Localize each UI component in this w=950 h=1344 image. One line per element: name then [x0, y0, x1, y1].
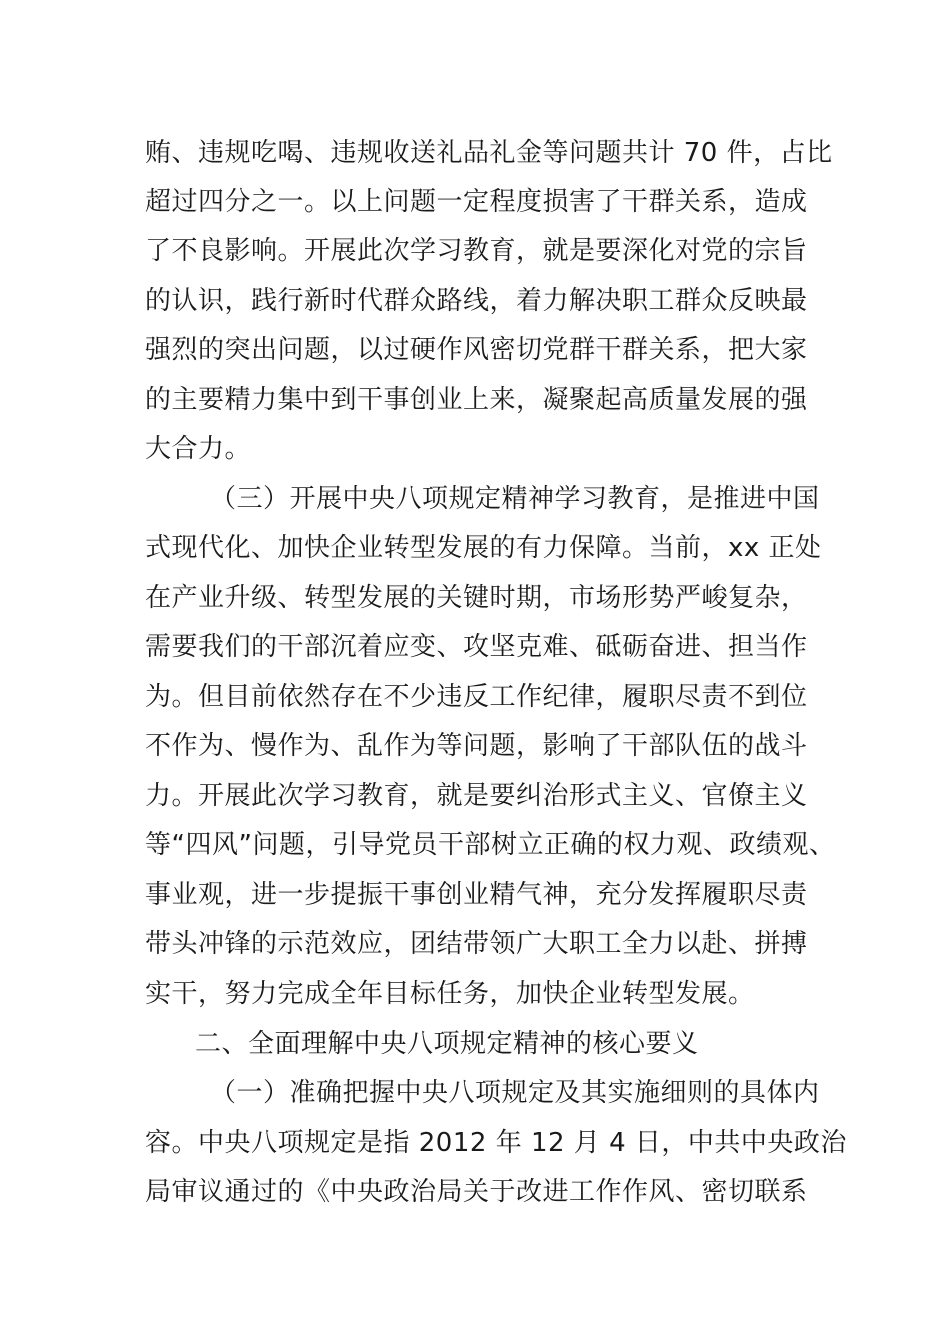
text-line: 力。开展此次学习教育，就是要纠治形式主义、官僚主义: [145, 781, 808, 811]
text-line: 贿、违规吃喝、违规收送礼品礼金等问题共计 70 件，占比: [145, 138, 833, 168]
paragraph-start-line: （三）开展中央八项规定精神学习教育，是推进中国: [210, 484, 820, 514]
text-line: 强烈的突出问题，以过硬作风密切党群干群关系，把大家: [145, 335, 808, 365]
text-line: 带头冲锋的示范效应，团结带领广大职工全力以赴、拼搏: [145, 929, 808, 959]
text-line: 了不良影响。开展此次学习教育，就是要深化对党的宗旨: [145, 236, 808, 266]
text-line: 大合力。: [145, 434, 252, 464]
text-line: 在产业升级、转型发展的关键时期，市场形势严峻复杂，: [145, 583, 808, 613]
text-line: 的主要精力集中到干事创业上来，凝聚起高质量发展的强: [145, 385, 808, 415]
text-line: 事业观，进一步提振干事创业精气神，充分发挥履职尽责: [145, 880, 808, 910]
text-line: 局审议通过的《中央政治局关于改进工作作风、密切联系: [145, 1177, 808, 1207]
text-line: 需要我们的干部沉着应变、攻坚克难、砥砺奋进、担当作: [145, 632, 808, 662]
text-line: 容。中央八项规定是指 2012 年 12 月 4 日，中共中央政治: [145, 1128, 847, 1158]
text-line: 等“四风”问题，引导党员干部树立正确的权力观、政绩观、: [145, 830, 836, 860]
paragraph-start-line: （一）准确把握中央八项规定及其实施细则的具体内: [210, 1078, 820, 1108]
text-line: 实干，努力完成全年目标任务，加快企业转型发展。: [145, 979, 755, 1009]
text-line: 不作为、慢作为、乱作为等问题，影响了干部队伍的战斗: [145, 731, 808, 761]
text-line: 超过四分之一。以上问题一定程度损害了干群关系，造成: [145, 187, 808, 217]
section-heading: 二、全面理解中央八项规定精神的核心要义: [195, 1029, 699, 1059]
text-line: 的认识，践行新时代群众路线，着力解决职工群众反映最: [145, 286, 808, 316]
text-line: 式现代化、加快企业转型发展的有力保障。当前，xx 正处: [145, 533, 822, 563]
text-line: 为。但目前依然存在不少违反工作纪律，履职尽责不到位: [145, 682, 808, 712]
